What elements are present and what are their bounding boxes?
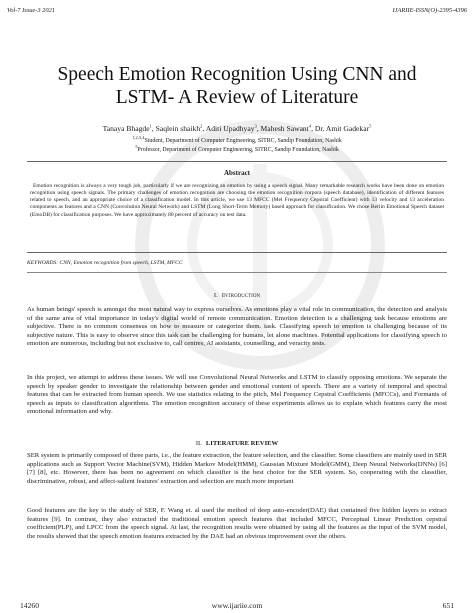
section-number: II. xyxy=(195,440,202,447)
author-name: Dr. Amit Gadekar xyxy=(314,124,370,133)
abstract-text: Emotion recognition is always a very tough job, particularly if we are recognizing an emotion by using a speech signal. Many remarkable research works have been done on emotion recognition using speech signals. The primary challenges of emotion recognition are choosing the emotion recognition corpora (speech database), identification of different features related to speech, and an appropriate choice of a classification model. In this article, we use 13 MFCC (Mel Frequency Cepstral Coefficient) with 13 velocity and 13 acceleration components as features and a CNN (Convolution Neural Network) and LSTM (Long Short-Term Memory) based approach for classification. We chose Berlin Emotional Speech dataset (EmoDB) for classification purposes. We have approximately 80 percent of accuracy on test data. xyxy=(30,183,444,218)
intro-paragraph-1: As human beings' speech is amongst the most natural way to express ourselves. As emotions play a vital role in communication, the detection and analysis of the same area of vital importance in today's digital world of remote communication. Emotion detection is a challenging task because emotions are subjective. There is no common consensus on how to measure or categorize them. task. Classifying speech to emotion is challenging because of its subjective nature. This is easy to observe since this task can be challenging for humans, let alone machines. Potential applications for classifying speech to emotion are numerous, including but not exclusive to, call centres, AI assistants, counselling, and veracity tests. xyxy=(27,306,447,348)
author-list xyxy=(20,124,454,133)
author-name: Aditi Upadhyay xyxy=(205,124,255,133)
section-title: Introduction xyxy=(221,292,261,299)
author-name: Saqlein shaikh xyxy=(155,124,201,133)
affiliation-students xyxy=(20,135,454,144)
paper-title-line-2: LSTM- A Review of Literature xyxy=(115,87,359,108)
affiliation-sup: 1,2,3,4 xyxy=(132,135,145,141)
section-number: I. xyxy=(213,292,218,299)
footer-website-link[interactable]: www.ijariie.com xyxy=(211,601,263,610)
author-sup: 5 xyxy=(369,123,372,129)
author-sep: , xyxy=(311,124,315,133)
intro-paragraph-2: In this project, we attempt to address these issues. We will use Convolutional Neural Networks and LSTM to classify opposing emotions. We separate the speech by speaker gender to investigate the relationship between gender and emotional content of speech. There are a variety of temporal and spectral features that can be extracted from human speech. We use statistics relating to the pitch, Mel Frequency Cepstral Coefficients (MFCCs), and Formants of speech as inputs to classification algorithms. The emotion recognition accuracy of these experiments allows us to explain which features carry the most emotional information and why. xyxy=(27,374,447,416)
section-heading-literature-review xyxy=(0,440,474,447)
abstract-box xyxy=(27,161,447,253)
journal-volume: Vol-7 Issue-3 2021 xyxy=(7,7,55,14)
abstract-heading: Abstract xyxy=(223,169,251,177)
affiliation-text: Professor, Department of Computer Engineering, SITRC, Sandip Foundation, Nashik xyxy=(137,147,339,153)
author-sep: , xyxy=(202,124,206,133)
keywords-divider xyxy=(27,272,447,273)
review-paragraph-1: SER system is primarily composed of three parts, i.e., the feature extraction, the feature selection, and the classifier. Some classifiers are mainly used in SER applications such as Support Vector Machine(SVM), Hidden Markov Model(HMM), Gaussian Mixture Model(GMM), Deep Neural Networks(DNNs) [6] [7] [8], etc. However, there has been no agreement on which classifier is the best choice for the SER system. So, cooperating with the classifier, discriminative, robust, and affect-salient features' extraction and selection are much more important xyxy=(27,452,447,485)
footer-paper-id: 14260 xyxy=(20,601,39,610)
author-sup: 2 xyxy=(200,123,203,129)
affiliation-professor xyxy=(20,144,454,153)
author-name: Mahesh Sawant xyxy=(260,124,309,133)
author-sup: 3 xyxy=(254,123,257,129)
affiliation-sup: 5 xyxy=(135,144,138,150)
affiliation-text: Student, Department of Computer Engineering, SITRC, Sandip Foundation, Nashik xyxy=(144,138,342,144)
paper-title-line-1: Speech Emotion Recognition Using CNN and xyxy=(57,64,417,85)
section-heading-introduction xyxy=(0,292,474,299)
review-paragraph-2: Good features are the key to the study of SER, F. Wang et. al used the method of deep auto-encoder(DAE) that contained five hidden layers to extract features [9]. In contrast, they also extracted the traditional emotion speech features that included MFCC, Perceptual Linear Prediction cepstral coefficient(PLP), and LPCC from the speech signal. At last, the recognition results were obtained by using all the features as the input of the SVM model, the results showed that the speech emotion features extracted by the DAE had an obvious improvement over the others. xyxy=(27,507,447,540)
author-sep: , xyxy=(256,124,261,133)
keywords-line: KEYWORDS: CNN, Emotion recognition from speech, LSTM, MFCC xyxy=(27,260,183,266)
journal-issn: IJARIIE-ISSN(O)-2395-4396 xyxy=(392,7,467,14)
section-title: LITERATURE REVIEW xyxy=(205,440,279,447)
author-sep: , xyxy=(151,124,156,133)
footer-page-number: 651 xyxy=(442,601,454,610)
author-sup: 4 xyxy=(308,123,312,129)
author-sup: 1 xyxy=(149,123,152,129)
author-name: Tanaya Bhagde xyxy=(102,124,150,133)
